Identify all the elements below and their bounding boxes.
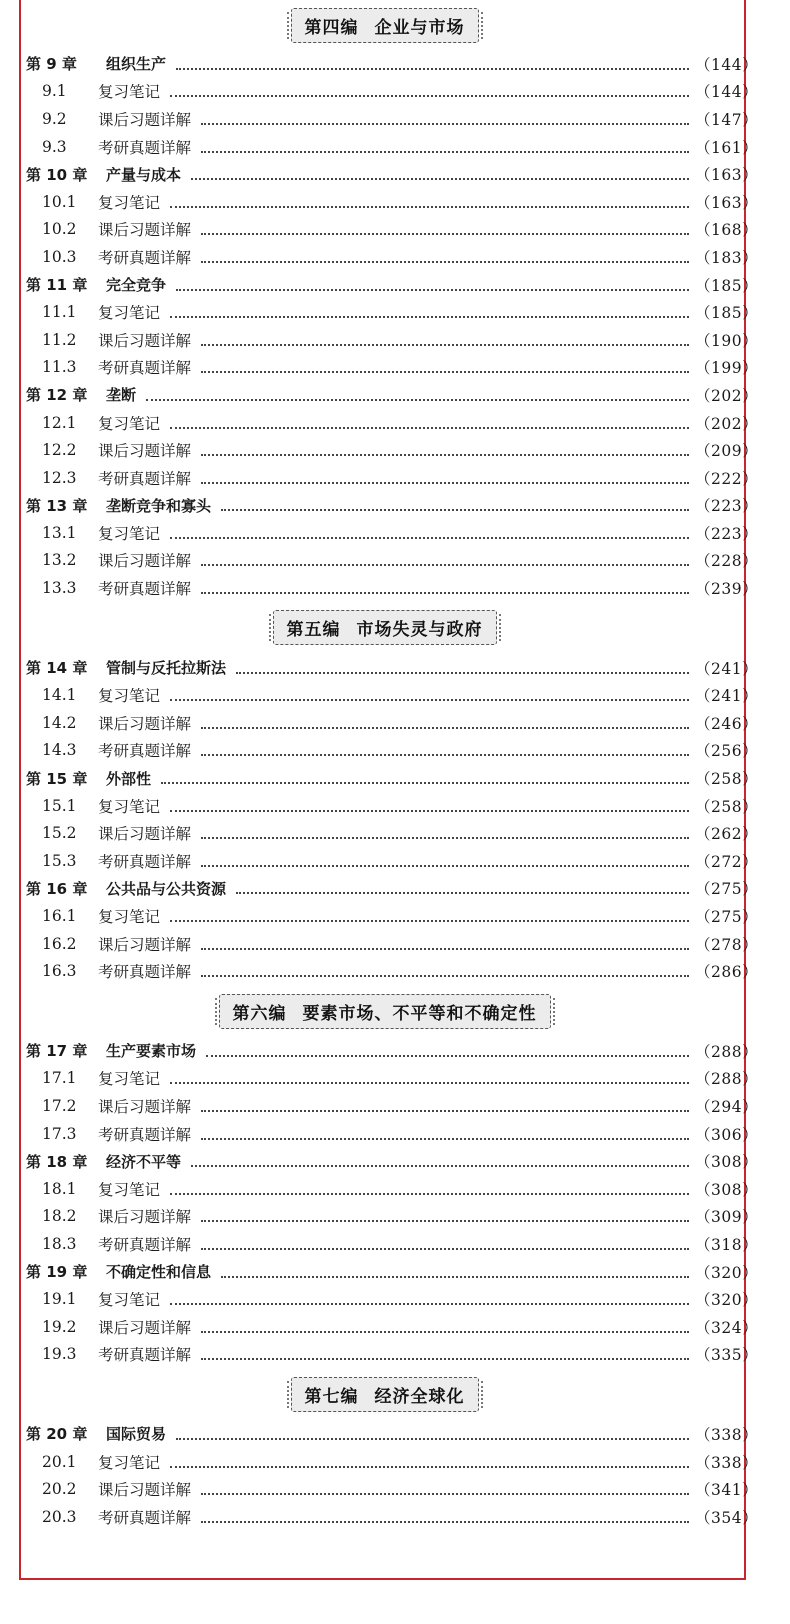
section-title: 课后习题详解	[98, 442, 192, 461]
page-number: （241）	[695, 687, 759, 706]
section-entry[interactable]	[26, 1313, 759, 1341]
dot-leader	[206, 1055, 689, 1057]
section-title: 考研真题详解	[98, 1235, 192, 1254]
dot-leader	[201, 1220, 689, 1222]
page-number: （163）	[695, 193, 759, 212]
section-entry[interactable]	[26, 709, 759, 737]
section-entry[interactable]	[26, 216, 759, 244]
section-title: 复习笔记	[98, 1070, 161, 1089]
dot-leader	[170, 1466, 689, 1468]
section-number: 18.3	[42, 1234, 77, 1253]
section-number: 17.3	[42, 1124, 77, 1143]
page-number: （275）	[695, 908, 759, 927]
section-number: 11.1	[42, 303, 77, 322]
dot-leader	[170, 1082, 689, 1084]
page-number: （335）	[695, 1346, 759, 1365]
part-name: 市场失灵与政府	[356, 620, 483, 641]
chapter-title: 国际贸易	[106, 1425, 167, 1444]
section-title: 考研真题详解	[98, 248, 192, 267]
page-number: （147）	[695, 110, 759, 129]
dot-leader	[146, 399, 689, 401]
section-entry[interactable]	[26, 519, 759, 547]
page-number: （144）	[695, 83, 759, 102]
chapter-title: 组织生产	[106, 55, 167, 74]
section-number: 16.2	[42, 934, 77, 953]
section-title: 复习笔记	[98, 193, 161, 212]
dot-leader	[170, 95, 689, 97]
part-label: 第七编	[304, 1386, 359, 1407]
section-entry[interactable]	[26, 1065, 759, 1093]
section-number: 17.2	[42, 1096, 77, 1115]
chapter-title: 垄断竞争和寡头	[106, 496, 212, 515]
section-number: 10.2	[42, 220, 77, 239]
section-entry[interactable]	[26, 1285, 759, 1313]
chapter-entry[interactable]	[26, 381, 759, 409]
dot-leader	[176, 1438, 689, 1440]
section-number: 13.1	[42, 523, 77, 542]
chapter-number: 第 14 章	[26, 659, 88, 678]
dot-leader	[170, 1193, 689, 1195]
dot-leader	[201, 454, 689, 456]
section-number: 14.3	[42, 741, 77, 760]
page-number: （318）	[695, 1235, 759, 1254]
section-entry[interactable]	[26, 574, 759, 602]
section-number: 20.3	[42, 1507, 77, 1526]
section-number: 15.2	[42, 824, 77, 843]
part-label: 第六编	[232, 1003, 287, 1024]
chapter-title: 不确定性和信息	[106, 1263, 212, 1282]
section-title: 课后习题详解	[98, 1208, 192, 1227]
dot-leader	[221, 1276, 689, 1278]
chapter-entry[interactable]	[26, 1037, 759, 1065]
section-title: 复习笔记	[98, 524, 161, 543]
page-number: （222）	[695, 469, 759, 488]
section-entry[interactable]	[26, 188, 759, 216]
section-title: 考研真题详解	[98, 1346, 192, 1365]
chapter-number: 第 15 章	[26, 769, 88, 788]
page-number: （256）	[695, 742, 759, 761]
dot-leader	[161, 782, 689, 784]
section-number: 12.3	[42, 468, 77, 487]
section-number: 20.1	[42, 1452, 77, 1471]
part-label: 第五编	[286, 620, 341, 641]
dot-leader	[201, 1358, 689, 1360]
section-entry[interactable]	[26, 105, 759, 133]
page-number: （183）	[695, 248, 759, 267]
chapter-title: 公共品与公共资源	[106, 879, 227, 898]
dot-leader	[191, 1165, 689, 1167]
dot-leader	[170, 316, 689, 318]
section-entry[interactable]	[26, 1175, 759, 1203]
dot-leader	[191, 178, 689, 180]
page-number: （338）	[695, 1453, 759, 1472]
section-entry[interactable]	[26, 792, 759, 820]
dot-leader	[201, 1493, 689, 1495]
chapter-number: 第 10 章	[26, 165, 88, 184]
dot-leader	[201, 564, 689, 566]
section-title: 考研真题详解	[98, 852, 192, 871]
part-label: 第四编	[304, 17, 359, 38]
chapter-title: 外部性	[106, 769, 152, 788]
page-number: （199）	[695, 359, 759, 378]
dot-leader	[201, 1521, 689, 1523]
section-number: 10.1	[42, 192, 77, 211]
section-entry[interactable]	[26, 326, 759, 354]
section-number: 12.1	[42, 413, 77, 432]
page-number: （241）	[695, 659, 759, 678]
chapter-title: 经济不平等	[106, 1152, 182, 1171]
section-entry[interactable]	[26, 1341, 759, 1369]
part-header	[26, 985, 743, 1037]
dot-leader	[201, 727, 689, 729]
page-number: （185）	[695, 304, 759, 323]
section-title: 考研真题详解	[98, 963, 192, 982]
section-title: 考研真题详解	[98, 138, 192, 157]
section-entry[interactable]	[26, 354, 759, 382]
section-title: 课后习题详解	[98, 110, 192, 129]
page-number: （320）	[695, 1263, 759, 1282]
part-name: 企业与市场	[374, 17, 465, 38]
section-title: 课后习题详解	[98, 935, 192, 954]
section-number: 19.3	[42, 1345, 77, 1364]
page-number: （341）	[695, 1481, 759, 1500]
dot-leader	[236, 672, 689, 674]
dot-leader	[170, 206, 689, 208]
page-number: （258）	[695, 797, 759, 816]
page-number: （228）	[695, 552, 759, 571]
section-title: 复习笔记	[98, 687, 161, 706]
dot-leader	[201, 754, 689, 756]
page-number: （168）	[695, 221, 759, 240]
chapter-entry[interactable]	[26, 1258, 759, 1286]
part-title[interactable]	[291, 1377, 479, 1412]
section-number: 19.2	[42, 1317, 77, 1336]
part-title[interactable]	[273, 610, 497, 645]
chapter-title: 完全竞争	[106, 276, 167, 295]
section-number: 11.3	[42, 358, 77, 377]
section-title: 复习笔记	[98, 1453, 161, 1472]
dot-leader	[176, 289, 689, 291]
section-entry[interactable]	[26, 957, 759, 985]
dot-leader	[170, 537, 689, 539]
section-entry[interactable]	[26, 1230, 759, 1258]
section-number: 20.2	[42, 1480, 77, 1499]
section-title: 复习笔记	[98, 1180, 161, 1199]
dot-leader	[201, 344, 689, 346]
page-number: （306）	[695, 1125, 759, 1144]
section-entry[interactable]	[26, 436, 759, 464]
section-number: 14.2	[42, 713, 77, 732]
part-name: 要素市场、不平等和不确定性	[302, 1003, 537, 1024]
section-title: 课后习题详解	[98, 714, 192, 733]
section-entry[interactable]	[26, 1448, 759, 1476]
chapter-number: 第 18 章	[26, 1152, 88, 1171]
page-number: （202）	[695, 414, 759, 433]
page-number: （272）	[695, 852, 759, 871]
chapter-entry[interactable]	[26, 160, 759, 188]
chapter-title: 垄断	[106, 386, 137, 405]
section-number: 16.1	[42, 907, 77, 926]
chapter-entry[interactable]	[26, 764, 759, 792]
section-entry[interactable]	[26, 902, 759, 930]
page-number: （308）	[695, 1180, 759, 1199]
dot-leader	[201, 592, 689, 594]
section-number: 13.3	[42, 579, 77, 598]
chapter-number: 第 20 章	[26, 1425, 88, 1444]
section-number: 17.1	[42, 1069, 77, 1088]
section-number: 10.3	[42, 247, 77, 266]
part-name: 经济全球化	[374, 1386, 465, 1407]
chapter-number: 第 11 章	[26, 276, 88, 295]
section-number: 16.3	[42, 962, 77, 981]
section-title: 课后习题详解	[98, 221, 192, 240]
page-number: （324）	[695, 1318, 759, 1337]
section-number: 19.1	[42, 1290, 77, 1309]
section-title: 考研真题详解	[98, 580, 192, 599]
part-header	[26, 0, 743, 50]
page-number: （308）	[695, 1153, 759, 1172]
section-entry[interactable]	[26, 409, 759, 437]
section-title: 考研真题详解	[98, 469, 192, 488]
chapter-entry[interactable]	[26, 50, 759, 78]
section-title: 复习笔记	[98, 908, 161, 927]
chapter-title: 管制与反托拉斯法	[106, 659, 227, 678]
page-number: （262）	[695, 825, 759, 844]
section-number: 9.1	[42, 82, 67, 101]
chapter-number: 第 17 章	[26, 1042, 88, 1061]
section-title: 考研真题详解	[98, 1125, 192, 1144]
section-number: 9.2	[42, 109, 67, 128]
chapter-title: 产量与成本	[106, 165, 182, 184]
section-title: 复习笔记	[98, 83, 161, 102]
page-number: （163）	[695, 166, 759, 185]
section-number: 18.1	[42, 1179, 77, 1198]
table-of-contents	[26, 0, 759, 1531]
section-title: 课后习题详解	[98, 1481, 192, 1500]
dot-leader	[170, 427, 689, 429]
section-entry[interactable]	[26, 133, 759, 161]
section-entry[interactable]	[26, 1475, 759, 1503]
page-number: （258）	[695, 770, 759, 789]
section-title: 复习笔记	[98, 797, 161, 816]
part-header	[26, 1368, 743, 1420]
part-title[interactable]	[291, 8, 479, 43]
section-entry[interactable]	[26, 930, 759, 958]
section-number: 15.3	[42, 851, 77, 870]
dot-leader	[170, 699, 689, 701]
page-number: （275）	[695, 880, 759, 899]
chapter-number: 第 9 章	[26, 55, 77, 74]
section-entry[interactable]	[26, 1120, 759, 1148]
section-title: 课后习题详解	[98, 1318, 192, 1337]
chapter-number: 第 12 章	[26, 386, 88, 405]
page-number: （185）	[695, 276, 759, 295]
page-number: （294）	[695, 1097, 759, 1116]
section-number: 12.2	[42, 441, 77, 460]
section-number: 11.2	[42, 330, 77, 349]
section-entry[interactable]	[26, 243, 759, 271]
section-title: 考研真题详解	[98, 1508, 192, 1527]
chapter-number: 第 13 章	[26, 496, 88, 515]
dot-leader	[201, 233, 689, 235]
dot-leader	[201, 371, 689, 373]
page-number: （338）	[695, 1425, 759, 1444]
chapter-entry[interactable]	[26, 1420, 759, 1448]
page-number: （288）	[695, 1042, 759, 1061]
dot-leader	[201, 151, 689, 153]
section-entry[interactable]	[26, 737, 759, 765]
section-entry[interactable]	[26, 1203, 759, 1231]
section-title: 复习笔记	[98, 414, 161, 433]
chapter-number: 第 19 章	[26, 1263, 88, 1282]
section-number: 13.2	[42, 551, 77, 570]
chapter-entry[interactable]	[26, 1147, 759, 1175]
dot-leader	[201, 261, 689, 263]
dot-leader	[221, 509, 689, 511]
dot-leader	[201, 865, 689, 867]
page-number: （190）	[695, 331, 759, 350]
section-title: 复习笔记	[98, 1291, 161, 1310]
section-entry[interactable]	[26, 847, 759, 875]
section-title: 课后习题详解	[98, 331, 192, 350]
page-number: （278）	[695, 935, 759, 954]
chapter-entry[interactable]	[26, 492, 759, 520]
chapter-entry[interactable]	[26, 271, 759, 299]
dot-leader	[170, 810, 689, 812]
section-title: 课后习题详解	[98, 1097, 192, 1116]
dot-leader	[201, 1110, 689, 1112]
chapter-title: 生产要素市场	[106, 1042, 197, 1061]
dot-leader	[236, 892, 689, 894]
section-entry[interactable]	[26, 819, 759, 847]
dot-leader	[201, 482, 689, 484]
dot-leader	[170, 920, 689, 922]
dot-leader	[170, 1303, 689, 1305]
dot-leader	[176, 68, 689, 70]
dot-leader	[201, 1331, 689, 1333]
page-number: （239）	[695, 580, 759, 599]
section-entry[interactable]	[26, 78, 759, 106]
chapter-entry[interactable]	[26, 654, 759, 682]
page-number: （320）	[695, 1291, 759, 1310]
dot-leader	[201, 948, 689, 950]
section-number: 15.1	[42, 796, 77, 815]
section-number: 18.2	[42, 1207, 77, 1226]
page-number: （202）	[695, 386, 759, 405]
part-header	[26, 602, 743, 654]
page-number: （161）	[695, 138, 759, 157]
section-entry[interactable]	[26, 464, 759, 492]
section-title: 考研真题详解	[98, 359, 192, 378]
section-title: 复习笔记	[98, 304, 161, 323]
chapter-entry[interactable]	[26, 875, 759, 903]
section-title: 课后习题详解	[98, 825, 192, 844]
dot-leader	[201, 975, 689, 977]
dot-leader	[201, 1138, 689, 1140]
section-number: 9.3	[42, 137, 67, 156]
page-number: （209）	[695, 442, 759, 461]
section-entry[interactable]	[26, 547, 759, 575]
page-number: （354）	[695, 1508, 759, 1527]
page-number: （286）	[695, 963, 759, 982]
page-number: （223）	[695, 524, 759, 543]
dot-leader	[201, 837, 689, 839]
section-entry[interactable]	[26, 298, 759, 326]
page-number: （246）	[695, 714, 759, 733]
dot-leader	[201, 123, 689, 125]
section-entry[interactable]	[26, 1092, 759, 1120]
page-number: （309）	[695, 1208, 759, 1227]
page-number: （223）	[695, 497, 759, 516]
section-entry[interactable]	[26, 681, 759, 709]
section-number: 14.1	[42, 686, 77, 705]
page-number: （144）	[695, 55, 759, 74]
part-title[interactable]	[219, 994, 551, 1029]
section-entry[interactable]	[26, 1503, 759, 1531]
page-number: （288）	[695, 1070, 759, 1089]
dot-leader	[201, 1248, 689, 1250]
section-title: 考研真题详解	[98, 742, 192, 761]
chapter-number: 第 16 章	[26, 879, 88, 898]
section-title: 课后习题详解	[98, 552, 192, 571]
